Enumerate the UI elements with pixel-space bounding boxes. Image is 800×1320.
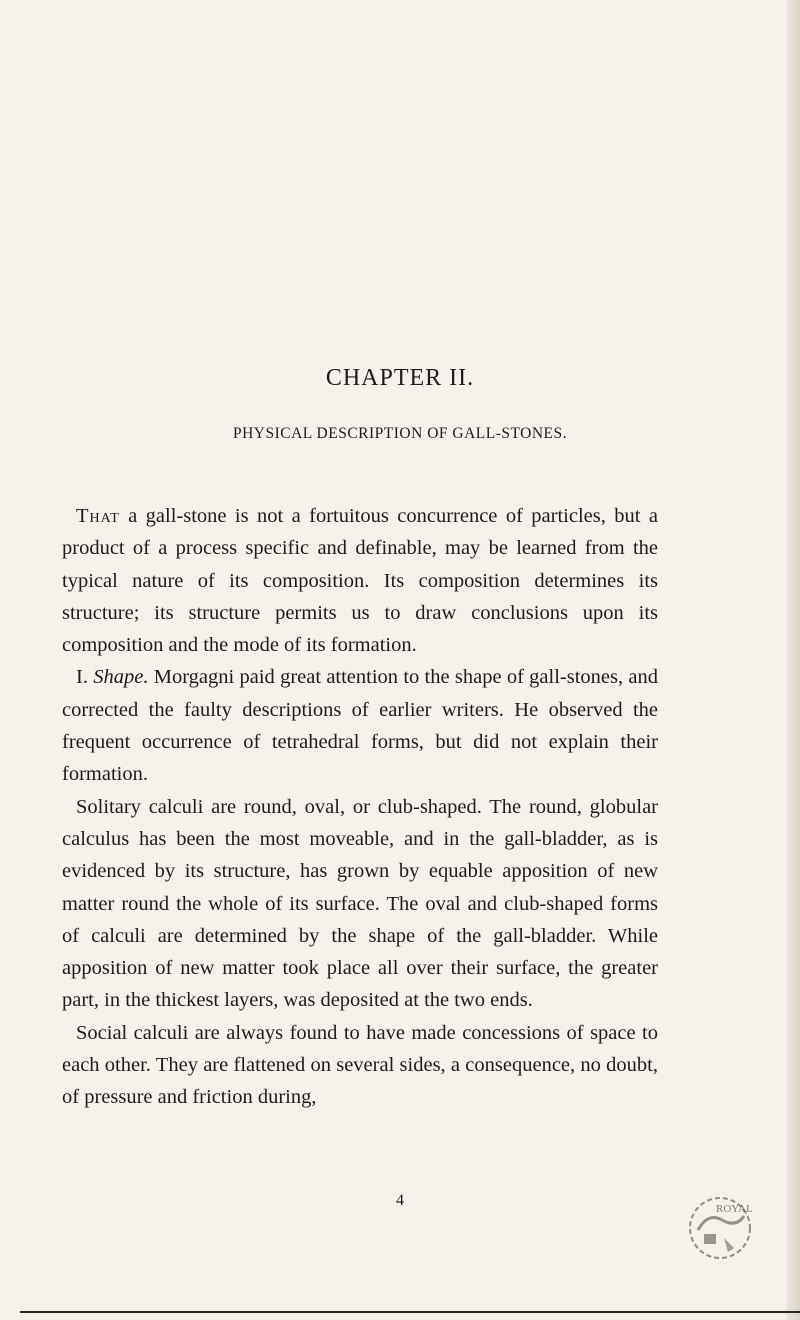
paragraph-3: Solitary calculi are round, oval, or club-shaped. The round, globular calculus has been the most moveable, and in the gall-bladder, as is evidenced by its structure, has grown by equable apposition of new matter round the whole of its surface. The oval and club-shaped forms of calculi are determined by the shape of the gall-bladder. While apposition of new matter took place all over their surface, the greater part, in the thickest layers, was deposited at the two ends. [62, 795, 658, 1012]
library-stamp [678, 1190, 768, 1272]
page-number: 4 [396, 1192, 404, 1209]
page-bottom-edge [20, 1311, 800, 1313]
paragraph-1 [62, 500, 658, 661]
chapter-title: CHAPTER II. [325, 365, 475, 391]
section-heading: PHYSICAL DESCRIPTION OF GALL-STONES. [232, 425, 568, 442]
paragraph-2 [62, 661, 658, 790]
paragraph-2-number: I. [76, 666, 88, 689]
body-text [62, 500, 658, 1114]
paragraph-1-text: a gall-stone is not a fortuitous concurrence of particles, but a product of a process specific and definable, may be learned from the typical nature of its composition. Its composition determines its structure; its structure permits us to draw conclusions upon its composition and the mode of its formation. [62, 505, 658, 657]
page-edge [786, 0, 800, 1320]
paragraph-2-title: Shape. [93, 666, 149, 689]
paragraph-4: Social calculi are always found to have made concessions of space to each other. They are flattened on several sides, a consequence, no doubt, of pressure and friction during, [62, 1021, 658, 1109]
paragraph-1-lead: That [76, 505, 120, 527]
paragraph-2-text: Morgagni paid great attention to the shape of gall-stones, and corrected the faulty descriptions of earlier writers. He observed the frequent occurrence of tetrahedral forms, but did not explain their formation. [62, 666, 658, 786]
stamp-text: ROYAL [716, 1203, 753, 1215]
